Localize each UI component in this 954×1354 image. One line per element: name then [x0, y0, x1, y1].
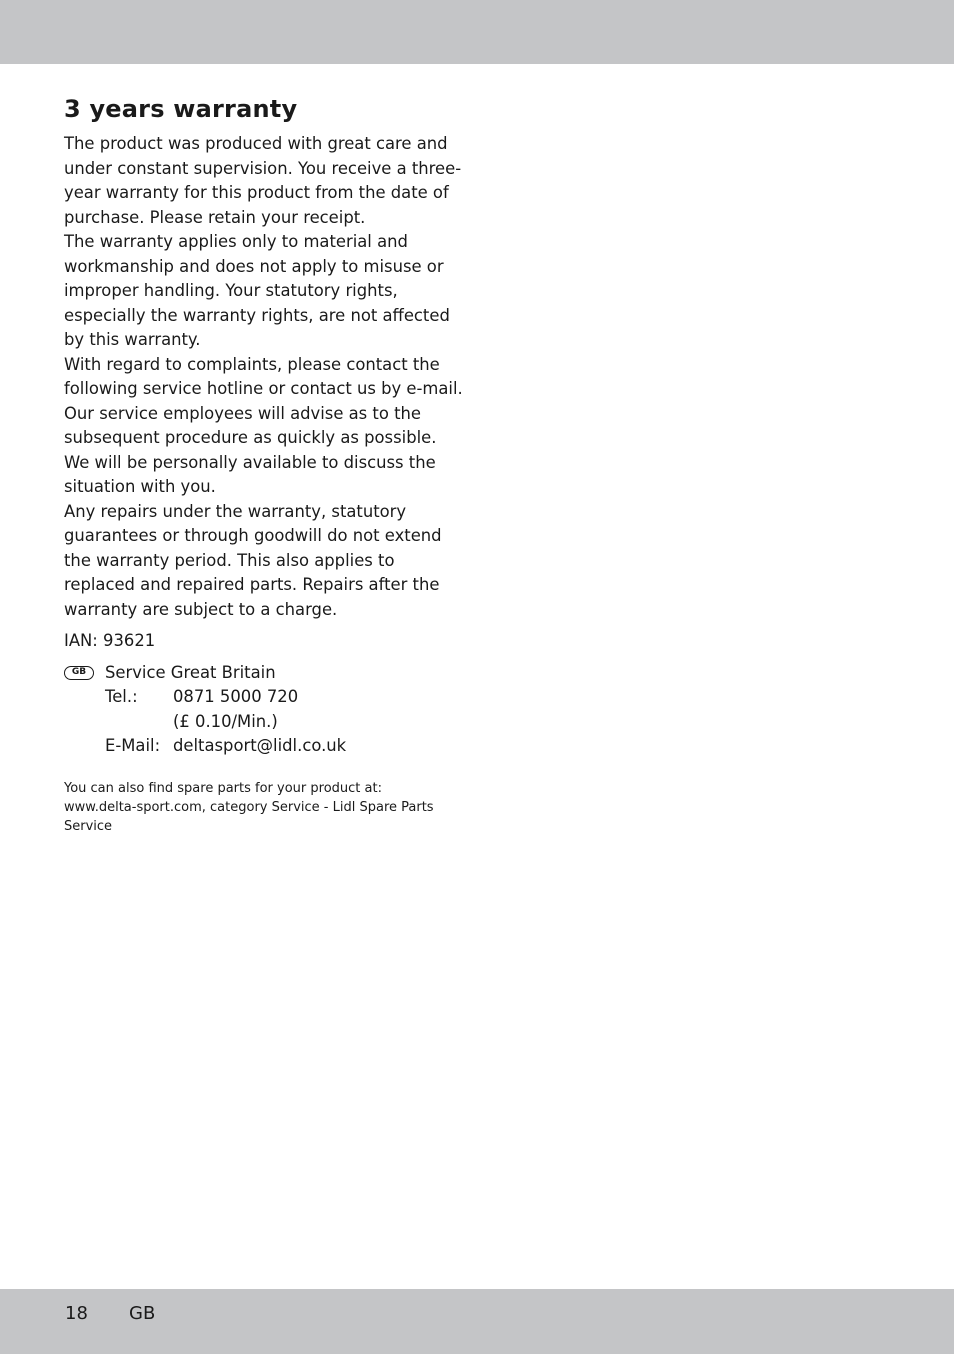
service-tel-row: [105, 685, 464, 710]
ian-number: IAN: 93621: [64, 631, 156, 650]
service-rate-row: [105, 710, 464, 735]
warranty-paragraph-3: With regard to complaints, please contact the following service hotline or contact us by e-mail. Our service employees will advise as to the subsequent procedure as quickly as possible. We will be personally available to discuss the situation with you.: [64, 354, 463, 496]
service-email-row: [105, 734, 464, 759]
tel-rate: (£ 0.10/Min.): [173, 711, 278, 731]
header-band: [0, 0, 954, 64]
page-language: GB: [129, 1303, 156, 1324]
service-title: Service Great Britain: [105, 662, 276, 682]
gb-country-badge-icon: GB: [64, 666, 94, 680]
service-contact-block: [64, 661, 464, 759]
tel-label: Tel.:: [105, 687, 138, 706]
warranty-paragraph-1: The product was produced with great care and under constant supervision. You receive a three-year warranty for this product from the date of purchase. Please retain your receipt.: [64, 134, 462, 227]
email-label: E-Mail:: [105, 736, 161, 755]
email-value: deltasport@lidl.co.uk: [173, 736, 347, 755]
page-title: 3 years warranty: [64, 95, 298, 123]
warranty-paragraph-2: The warranty applies only to material and workmanship and does not apply to misuse or improper handling. Your statutory rights, especially the warranty rights, are not affected by this warranty.: [64, 232, 450, 349]
tel-value: 0871 5000 720: [173, 687, 299, 706]
spare-parts-note: You can also find spare parts for your product at: www.delta-sport.com, category Service - Lidl Spare Parts Service: [64, 780, 434, 834]
warranty-section: [64, 92, 464, 836]
page-number: 18: [65, 1303, 88, 1324]
warranty-paragraph-4: Any repairs under the warranty, statutory guarantees or through goodwill do not extend the warranty period. This also applies to replaced and repaired parts. Repairs after the warranty are subject to a charge.: [64, 501, 442, 619]
